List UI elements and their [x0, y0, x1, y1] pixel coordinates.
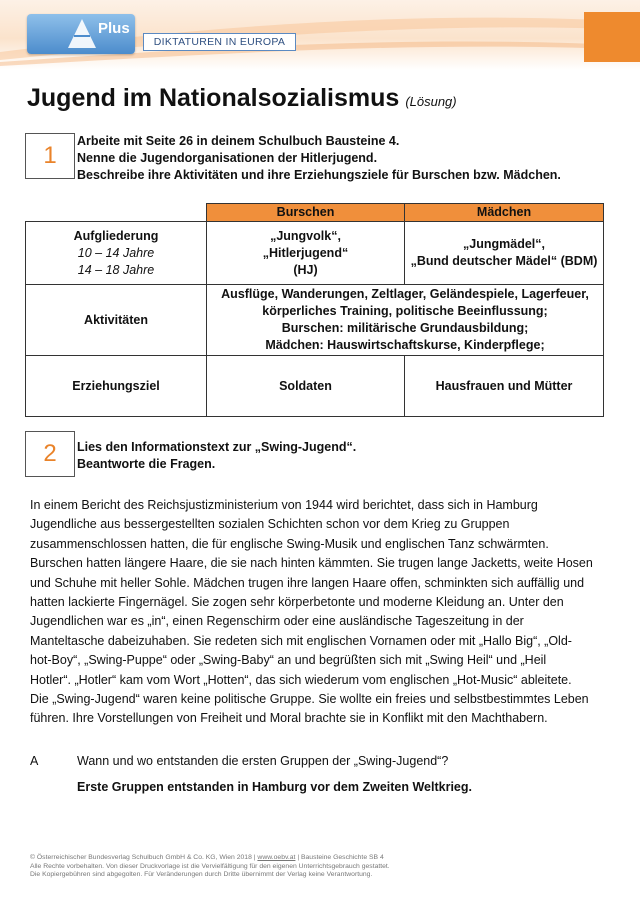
task-2-instructions	[77, 439, 356, 473]
row-label-aufgliederung	[26, 222, 207, 285]
answer-text: Erste Gruppen entstanden in Hamburg vor dem Zweiten Weltkrieg.	[77, 780, 472, 794]
paragraph-line: Hotler“. „Hotler“ kam vom Wort „Hotten“, das sich wiederum vom englischen „Hot-Music“ ableitete.	[30, 672, 572, 687]
table-row	[26, 222, 604, 285]
pyramid-icon	[67, 18, 97, 50]
title-subtitle: (Lösung)	[405, 94, 457, 109]
task-number-1: 1	[25, 133, 75, 179]
title-main: Jugend im Nationalsozialismus	[27, 84, 400, 112]
page-footer	[30, 854, 390, 880]
org-name: „Bund deutscher Mädel“ (BDM)	[410, 254, 598, 268]
table-header-row	[26, 204, 604, 222]
row-label: Aufgliederung	[73, 228, 159, 243]
task-1-line: Nenne die Jugendorganisationen der Hitlerjugend.	[77, 151, 378, 165]
row-label-aktivitaeten: Aktivitäten	[26, 285, 207, 356]
org-name: „Jungmädel“,	[463, 237, 545, 251]
age-range: 14 – 18 Jahre	[77, 262, 155, 277]
task-2-line: Beantworte die Fragen.	[77, 457, 216, 471]
activity-line: Burschen: militärische Grundausbildung;	[281, 321, 529, 335]
question-text: Wann und wo entstanden die ersten Gruppen der „Swing-Jugend“?	[77, 754, 449, 768]
paragraph-line: Die „Swing-Jugend“ waren keine politische Gruppe. Sie wollte ein freies und selbstbestimmtes Leben	[30, 692, 589, 707]
paragraph-line: zusammenschlossen hatten, die für englische Swing-Musik und englischen Tanz schwärmten.	[30, 536, 549, 551]
org-name: „Hitlerjugend“	[262, 245, 349, 260]
info-text-swing-jugend	[30, 496, 614, 729]
paragraph-line: In einem Bericht des Reichsjustizministerium von 1944 wird berichtet, dass sich in Hamburg	[30, 498, 538, 512]
paragraph-line: Burschen hatten längere Haare, die sie nach hinten kämmten. Sie trugen lange Jacketts, weite Hosen	[30, 556, 593, 571]
cell-maedchen-goal: Hausfrauen und Mütter	[405, 356, 604, 417]
activity-line: Mädchen: Hauswirtschaftskurse, Kinderpflege;	[265, 338, 545, 352]
activity-line: Ausflüge, Wanderungen, Zeltlager, Geländespiele, Lagerfeuer,	[221, 287, 589, 301]
cell-burschen-organizations	[207, 222, 405, 285]
paragraph-line: und Schuhe mit heller Sohle. Mädchen trugen ihre langen Haare offen, schminkten sich auffällig und	[30, 575, 585, 590]
publisher-link[interactable]: www.oebv.at	[257, 854, 296, 861]
book-reference: | Bausteine Geschichte SB 4	[295, 854, 384, 861]
page-title	[27, 84, 457, 113]
paragraph-line: führen. Ihre Vorstellungen von Freiheit und Moral brachte sie in Konflikt mit den Machthabern.	[30, 711, 548, 726]
paragraph-line: hatten lackierte Fingernägel. Sie zogen sehr körperbetonte und moderne Kleidung an. Unter den	[30, 595, 564, 610]
paragraph-line: hot-Boy“, „Swing-Puppe“ oder „Swing-Baby“ an und begrüßten sich mit „Swing Heil“ und „Heil	[30, 653, 547, 668]
org-name: „Jungvolk“,	[270, 228, 341, 243]
table-row	[26, 356, 604, 417]
plus-logo	[27, 14, 135, 54]
table-row	[26, 285, 604, 356]
cell-activities	[207, 285, 604, 356]
header-burschen: Burschen	[207, 204, 405, 222]
paragraph-line: Manteltasche dabeizuhaben. Sie redeten sich mit englischen Vornamen oder mit „Hallo Big“, „Old-	[30, 633, 572, 648]
cell-burschen-goal: Soldaten	[207, 356, 405, 417]
page-header	[0, 0, 640, 75]
table-corner	[26, 204, 207, 222]
task-1-instructions	[77, 133, 561, 184]
orange-corner-block	[584, 12, 640, 62]
cell-maedchen-organizations	[405, 222, 604, 285]
age-range: 10 – 14 Jahre	[77, 245, 155, 260]
logo-label: Plus	[98, 20, 130, 37]
footer-line-1	[30, 854, 390, 863]
series-title: DIKTATUREN IN EUROPA	[143, 33, 296, 51]
task-number-2: 2	[25, 431, 75, 477]
task-1-line: Beschreibe ihre Aktivitäten und ihre Erziehungsziele für Burschen bzw. Mädchen.	[77, 168, 561, 182]
youth-organizations-table	[25, 203, 604, 417]
footer-line-2: Alle Rechte vorbehalten. Von dieser Druckvorlage ist die Vervielfältigung für den eigenen Unterrichtsgebrauch gestattet.	[30, 862, 390, 870]
row-label-erziehungsziel: Erziehungsziel	[26, 356, 207, 417]
org-abbr: (HJ)	[293, 262, 318, 277]
question-letter: A	[30, 754, 39, 768]
header-maedchen: Mädchen	[405, 204, 604, 222]
task-2-line: Lies den Informationstext zur „Swing-Jugend“.	[77, 440, 357, 454]
activity-line: körperliches Training, politische Beeinflussung;	[262, 304, 548, 318]
footer-line-3: Die Kopiergebühren sind abgegolten. Für Veränderungen durch Dritte übernimmt der Verlag keine Verantwortung.	[30, 871, 373, 879]
task-1-line: Arbeite mit Seite 26 in deinem Schulbuch Bausteine 4.	[77, 134, 400, 148]
paragraph-line: Jugendliche aus bessergestellten sozialen Schichten schon vor dem Krieg zu Gruppen	[30, 517, 510, 532]
copyright-text: © Österreichischer Bundesverlag Schulbuch GmbH & Co. KG, Wien 2018 |	[30, 854, 258, 861]
paragraph-line: Jugendlichen war es „in“, einen Regenschirm oder eine ausländische Tageszeitung in der	[30, 614, 524, 629]
